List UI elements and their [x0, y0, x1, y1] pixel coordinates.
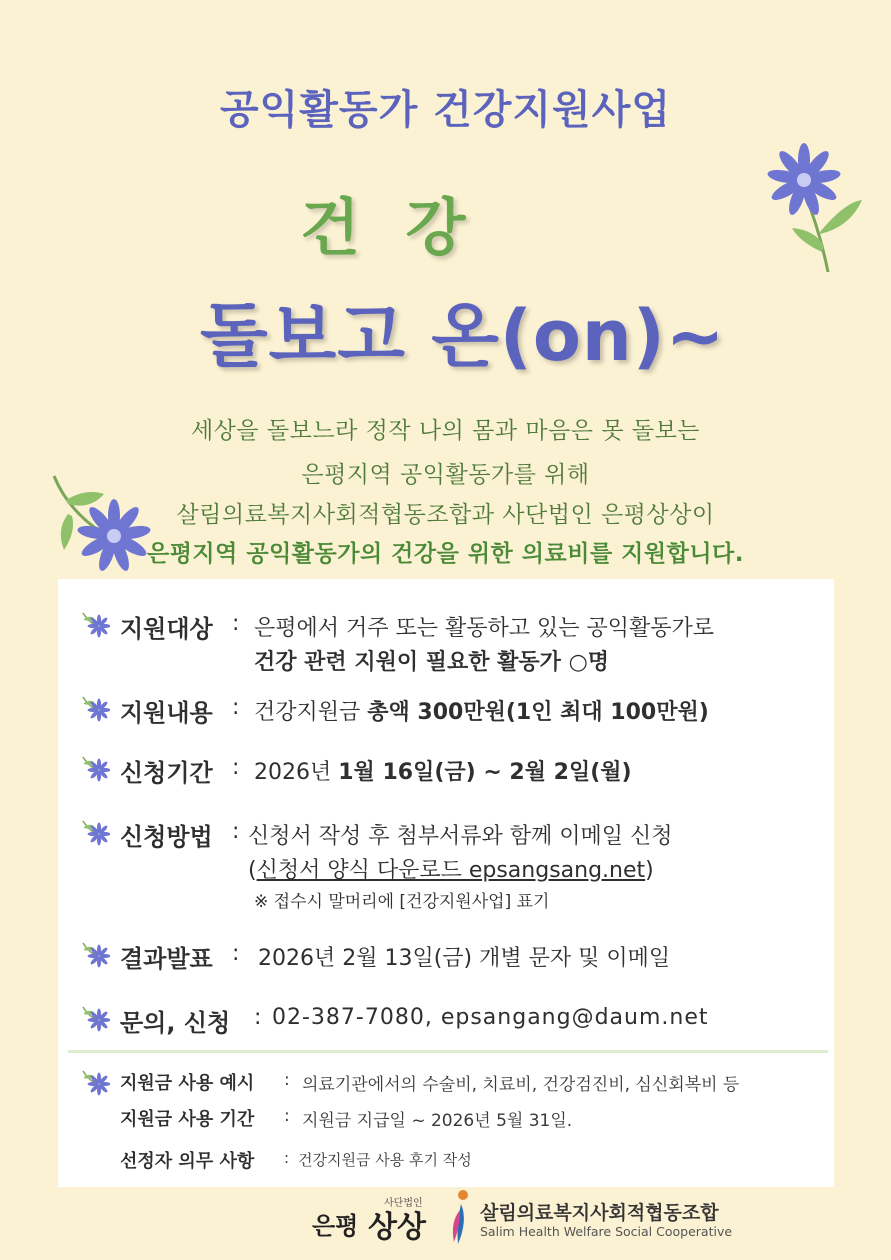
period-value [254, 755, 632, 786]
usage-period-value: 지원금 지급일 ~ 2026년 5월 31일. [302, 1111, 573, 1131]
logo-text-sangsang: 상상 [368, 1210, 426, 1245]
obligation-value: 건강지원금 사용 후기 작성 [298, 1151, 472, 1169]
target-label: 지원대상 [120, 615, 213, 643]
period-value-bold: 1월 16일(금) ~ 2월 2일(월) [338, 760, 632, 785]
leaf-bullet-icon [80, 609, 110, 639]
logo-small-text: 사단법인 [384, 1198, 423, 1209]
content-value [254, 695, 709, 726]
leaf-bullet-icon [80, 939, 110, 969]
usage-period-colon: : [284, 1106, 290, 1126]
method-colon: : [232, 819, 240, 844]
obligation-label: 선정자 의무 사항 [120, 1151, 255, 1172]
content-value-bold: 총액 300만원(1인 최대 100만원) [367, 700, 709, 725]
usage-example-value: 의료기관에서의 수술비, 치료비, 건강검진비, 심신회복비 등 [302, 1075, 740, 1095]
content-colon: : [232, 695, 240, 720]
content-label: 지원내용 [120, 699, 213, 727]
result-colon: : [232, 941, 240, 966]
period-label: 신청기간 [120, 759, 213, 787]
intro-line-2: 은평지역 공익활동가를 위해 [301, 462, 590, 488]
page-title: 공익활동가 건강지원사업 [220, 87, 671, 133]
headline-health: 건 강 [300, 191, 478, 264]
headline-care-on: 돌보고 온(on)~ [200, 295, 726, 377]
target-colon: : [232, 611, 240, 636]
content-value-prefix: 건강지원금 [254, 700, 368, 725]
result-value: 2026년 2월 13일(금) 개별 문자 및 이메일 [258, 946, 671, 971]
leaf-bullet-icon [80, 817, 110, 847]
logo-text-eunpyeong: 은평 [312, 1211, 359, 1240]
leaf-bullet-icon [80, 753, 110, 783]
method-value-line1: 신청서 작성 후 첨부서류와 함께 이메일 신청 [248, 824, 673, 849]
contact-colon: : [254, 1005, 262, 1030]
flower-icon [46, 470, 156, 580]
info-panel [58, 579, 834, 1187]
salim-logo-name: 살림의료복지사회적협동조합 [480, 1202, 719, 1224]
download-link[interactable]: 신청서 양식 다운로드 epsangsang.net [256, 858, 646, 883]
leaf-bullet-icon [80, 1067, 110, 1097]
usage-example-label: 지원금 사용 예시 [120, 1073, 255, 1094]
obligation-colon: : [284, 1149, 290, 1167]
eunpyeong-sangsang-logo [312, 1192, 442, 1248]
result-label: 결과발표 [120, 945, 213, 973]
target-value-line2: 건강 관련 지원이 필요한 활동가 ○명 [254, 650, 610, 675]
intro-line-4: 은평지역 공익활동가의 건강을 위한 의료비를 지원합니다. [146, 541, 744, 567]
period-colon: : [232, 755, 240, 780]
method-note: ※ 접수시 말머리에 [건강지원사업] 표기 [254, 892, 550, 912]
method-paren-close: ) [645, 858, 654, 883]
usage-example-colon: : [284, 1070, 290, 1090]
method-label: 신청방법 [120, 823, 213, 851]
flower-icon [760, 142, 870, 277]
method-paren-open: ( [248, 858, 257, 883]
leaf-bullet-icon [80, 1003, 110, 1033]
leaf-bullet-icon [80, 693, 110, 723]
intro-line-1: 세상을 돌보느라 정작 나의 몸과 마음은 못 돌보는 [190, 418, 701, 444]
section-divider [68, 1050, 828, 1053]
salim-logo-subtitle: Salim Health Welfare Social Cooperative [480, 1224, 733, 1239]
salim-logo-icon [446, 1188, 476, 1248]
contact-label: 문의, 신청 [120, 1009, 231, 1037]
contact-value[interactable]: 02-387-7080, epsangang@daum.net [272, 1005, 709, 1030]
period-value-prefix: 2026년 [254, 760, 339, 785]
target-value-line1: 은평에서 거주 또는 활동하고 있는 공익활동가로 [254, 616, 715, 641]
usage-period-label: 지원금 사용 기간 [120, 1109, 255, 1130]
method-value-line2 [248, 853, 654, 884]
intro-line-3: 살림의료복지사회적협동조합과 사단법인 은평상상이 [176, 502, 715, 528]
